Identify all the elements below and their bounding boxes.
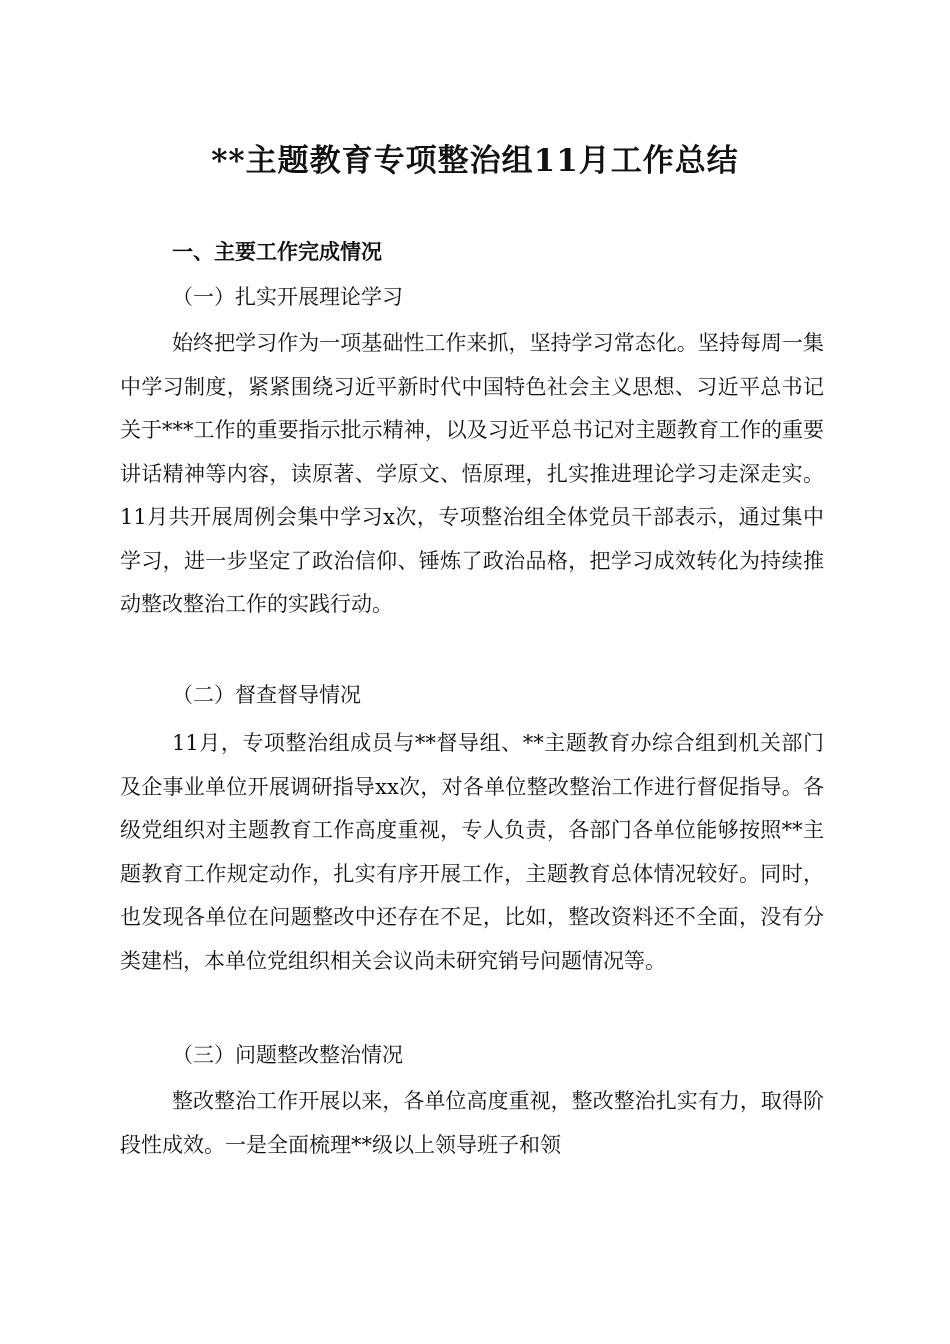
paragraph-supervision: 11月，专项整治组成员与**督导组、**主题教育办综合组到机关部门及企事业单位开展调研指导xx次，对各单位整改整治工作进行督促指导。各级党组织对主题教育工作高度重视，专人负责，各部门各单位能够按照**主题教育工作规定动作，扎实有序开展工作，主题教育总体情况较好。同时，也发现各单位在问题整改中还存在不足，比如，整改资料还不全面，没有分类建档，本单位党组织相关会议尚未研究销号问题情况等。 <box>120 731 824 973</box>
paragraph-theory-study: 始终把学习作为一项基础性工作来抓，坚持学习常态化。坚持每周一集中学习制度，紧紧围绕习近平新时代中国特色社会主义思想、习近平总书记关于***工作的重要指示批示精神，以及习近平总书记对主题教育工作的重要讲话精神等内容，读原著、学原文、悟原理，扎实推进理论学习走深走实。11月共开展周例会集中学习x次，专项整治组全体党员干部表示，通过集中学习，进一步坚定了政治信仰、锤炼了政治品格，把学习成效转化为持续推动整改整治工作的实践行动。 <box>120 331 824 616</box>
subsection-heading-supervision: （二）督查督导情况 <box>172 683 361 707</box>
section-heading-main-work: 一、主要工作完成情况 <box>172 240 382 264</box>
document-title: **主题教育专项整治组11月工作总结 <box>211 143 739 179</box>
subsection-heading-rectification: （三）问题整改整治情况 <box>172 1043 403 1067</box>
paragraph-rectification: 整改整治工作开展以来，各单位高度重视，整改整治扎实有力，取得阶段性成效。一是全面梳理**级以上领导班子和领 <box>120 1089 824 1157</box>
subsection-heading-theory-study: （一）扎实开展理论学习 <box>172 285 403 309</box>
